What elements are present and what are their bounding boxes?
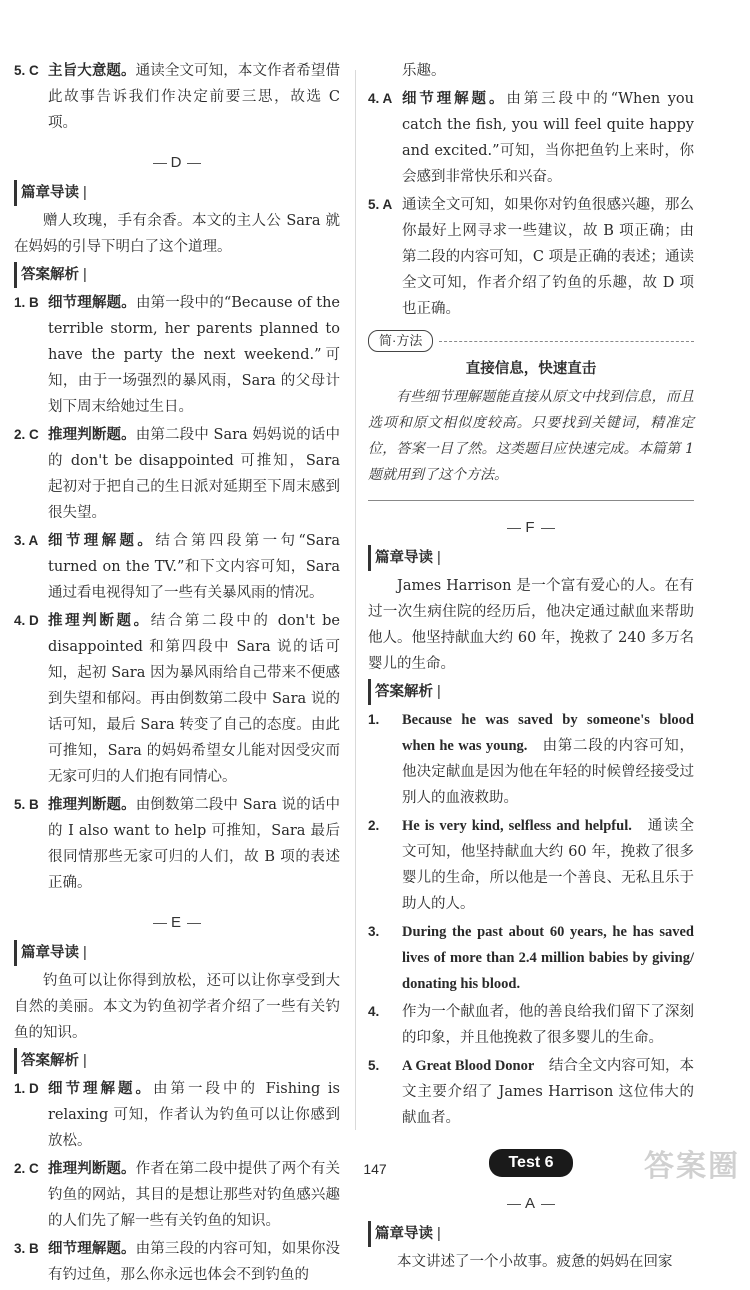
section-letter-text: A xyxy=(524,1195,537,1212)
answer-body xyxy=(48,1076,340,1154)
section-separator xyxy=(368,500,694,501)
answer-number: 2. C xyxy=(14,1161,39,1176)
intro-text: 钓鱼可以让你得到放松，还可以让你享受到大自然的美丽。本文为钓鱼初学者介绍了一些有关钓鱼的知识。 xyxy=(14,973,340,1041)
answer-body xyxy=(402,813,694,917)
section-letter-text: E xyxy=(170,914,183,931)
answer-item xyxy=(14,290,340,420)
section-label xyxy=(368,1221,694,1247)
answer-english: During the past about 60 years, he has saved lives of more than 2.4 million babies by giving/ donating his blood. xyxy=(402,924,694,992)
method-body: 有些细节理解题能直接从原文中找到信息，而且选项和原文相似度较高。只要找到关键词，精准定位，答案一目了然。这类题目应快速完成。本篇第 1 题就用到了这个方法。 xyxy=(368,389,694,483)
intro-text: 赠人玫瑰，手有余香。本文的主人公 Sara 就在妈妈的引导下明白了这个道理。 xyxy=(14,213,340,255)
label-bar: | xyxy=(79,1053,87,1069)
answer-explanation: 结合第二段中的 don't be disappointed 和第四段中 Sara 说的话可知，起初 Sara 因为暴风雨给自己带来不便感到失望和郁闷。再由倒数第二段中 Sara 说的话可知，最后 Sara 转变了自己的态度。由此可推知，Sara 的妈妈希望女儿能对因受灾而无家可归的人们抱有同情心。 xyxy=(48,613,340,785)
answer-body xyxy=(402,707,694,811)
answer-item xyxy=(368,86,694,190)
answer-item xyxy=(368,919,694,997)
answer-body xyxy=(48,290,340,420)
answer-number: 4. xyxy=(368,1004,380,1019)
section-letter xyxy=(368,1191,694,1217)
answer-explanation: 通读全文可知，本文作者希望借此故事告诉我们作决定前要三思，故选 C 项。 xyxy=(48,63,341,131)
answer-explanation: 作者在第二段中提供了两个有关钓鱼的网站，其目的是想让那些对钓鱼感兴趣的人们先了解一些有关钓鱼的知识。 xyxy=(48,1161,341,1229)
method-title: 直接信息，快速直击 xyxy=(465,361,597,377)
section-label-text: 篇章导读 xyxy=(21,945,79,961)
dash-left xyxy=(507,1204,521,1205)
method-dashed-line xyxy=(439,341,694,342)
section-label-text: 答案解析 xyxy=(21,1053,79,1069)
left-column xyxy=(14,58,340,1290)
section-label-text: 篇章导读 xyxy=(21,185,79,201)
answer-explanation: 由第三段的内容可知，如果你没有钓过鱼，那么你永远也体会不到钓鱼的 xyxy=(48,1241,341,1283)
answer-explanation: 结合全文内容可知，本文主要介绍了 James Harrison 这位伟大的献血者。 xyxy=(402,1058,695,1126)
answer-number: 4. D xyxy=(14,613,39,628)
question-type: 细节理解题。 xyxy=(402,91,507,107)
answer-item xyxy=(14,608,340,790)
label-bar: | xyxy=(79,945,87,961)
dash-left xyxy=(153,923,167,924)
column-divider xyxy=(355,70,356,1130)
answer-number: 2. xyxy=(368,818,380,833)
question-type: 细节理解题。 xyxy=(48,533,156,549)
answer-explanation: 由第一段中的 Fishing is relaxing 可知，作者认为钓鱼可以让你感到放松。 xyxy=(48,1081,340,1149)
label-bar: | xyxy=(433,550,441,566)
watermark-logo: 答案圈 xyxy=(644,1150,740,1183)
answer-body xyxy=(402,86,694,190)
answer-explanation: 通读全文可知，他坚持献血大约 60 年，挽救了很多婴儿的生命，所以他是一个善良、无私且乐于助人的人。 xyxy=(402,818,695,912)
question-type: 推理判断题。 xyxy=(48,613,151,629)
answer-body xyxy=(48,58,340,136)
answer-explanation: 由第一段中的“Because of the terrible storm, her parents planned to have the party the next weekend.”可知，由于一场强烈的暴风雨，Sara 的父母计划下周末给她过生日。 xyxy=(48,295,341,415)
answer-item xyxy=(368,999,694,1051)
question-type: 推理判断题。 xyxy=(48,1161,136,1177)
section-label xyxy=(14,180,340,206)
answer-number: 1. xyxy=(368,712,380,727)
question-type: 推理判断题。 xyxy=(48,797,136,813)
answer-number: 2. C xyxy=(14,427,39,442)
answer-english: Because he was saved by someone's blood when he was young. xyxy=(402,712,694,754)
answer-number: 5. xyxy=(368,1058,380,1073)
answer-explanation: 由第三段中的“When you catch the fish, you will feel quite happy and excited.”可知，当你把鱼钓上来时，你会感到非常快乐和兴奋。 xyxy=(402,91,695,185)
section-letter xyxy=(14,150,340,176)
answer-number: 1. D xyxy=(14,1081,39,1096)
answer-number: 4. A xyxy=(368,91,393,106)
dash-right xyxy=(187,163,201,164)
section-letter xyxy=(368,515,694,541)
dash-right xyxy=(187,923,201,924)
intro-text: James Harrison 是一个富有爱心的人。在有过一次生病住院的经历后，他决定通过献血来帮助他人。他坚持献血大约 60 年，挽救了 240 多万名婴儿的生命。 xyxy=(368,578,694,672)
answer-number: 1. B xyxy=(14,295,39,310)
answer-body xyxy=(402,192,694,322)
right-column xyxy=(368,58,694,1277)
test-badge: Test 6 xyxy=(489,1149,573,1177)
answer-explanation: 结合第四段第一句“Sara turned on the TV.”和下文内容可知，Sara 通过看电视得知了一些有关暴风雨的情况。 xyxy=(48,533,340,601)
question-type: 推理判断题。 xyxy=(48,427,136,443)
intro-text: 本文讲述了一个小故事。疲惫的妈妈在回家 xyxy=(397,1254,673,1270)
answer-number: 3. B xyxy=(14,1241,39,1256)
answer-english: He is very kind, selfless and helpful. xyxy=(402,818,632,834)
label-bar: | xyxy=(433,1226,441,1242)
answer-explanation: 由倒数第二段中 Sara 说的话中的 I also want to help 可推知，Sara 最后很同情那些无家可归的人们，故 B 项的表述正确。 xyxy=(48,797,341,891)
dash-right xyxy=(541,528,555,529)
answer-explanation: 作为一个献血者，他的善良给我们留下了深刻的印象，并且他挽救了很多婴儿的生命。 xyxy=(402,1004,694,1046)
answer-item xyxy=(368,192,694,322)
continued-text: 乐趣。 xyxy=(402,63,446,79)
answer-number: 5. B xyxy=(14,797,39,812)
label-bar: | xyxy=(79,185,87,201)
section-letter-text: F xyxy=(525,519,537,536)
answer-body xyxy=(402,999,694,1051)
answer-explanation: 通读全文可知，如果你对钓鱼很感兴趣，那么你最好上网寻求一些建议，故 B 项正确；由第二段的内容可知，C 项是正确的表述；通读全文可知，作者介绍了钓鱼的乐趣，故 D 项也正确。 xyxy=(402,197,694,317)
label-bar: | xyxy=(79,267,87,283)
answer-english: A Great Blood Donor xyxy=(402,1058,535,1074)
answer-number: 5. C xyxy=(14,63,39,78)
answer-body xyxy=(48,1236,340,1288)
question-type: 细节理解题。 xyxy=(48,1081,153,1097)
section-letter-text: D xyxy=(170,154,184,171)
dash-left xyxy=(507,528,521,529)
answer-explanation: 由第二段的内容可知，他决定献血是因为他在年轻的时候曾经接受过别人的血液救助。 xyxy=(402,738,694,806)
answer-body xyxy=(48,528,340,606)
answer-body xyxy=(48,792,340,896)
answer-number: 3. xyxy=(368,924,380,939)
answer-item xyxy=(368,813,694,917)
question-type: 主旨大意题。 xyxy=(48,63,136,79)
section-label-text: 答案解析 xyxy=(375,684,433,700)
answer-body xyxy=(402,1053,694,1131)
dash-left xyxy=(153,163,167,164)
answer-item xyxy=(14,792,340,896)
page-number: 147 xyxy=(363,1161,387,1177)
answer-item xyxy=(14,528,340,606)
answer-number: 3. A xyxy=(14,533,39,548)
section-label xyxy=(14,940,340,966)
section-letter xyxy=(14,910,340,936)
section-label-text: 篇章导读 xyxy=(375,1226,433,1242)
section-label-text: 篇章导读 xyxy=(375,550,433,566)
answer-item xyxy=(14,1076,340,1154)
answer-body xyxy=(48,422,340,526)
question-type: 细节理解题。 xyxy=(48,1241,136,1257)
answer-body xyxy=(48,608,340,790)
answer-item xyxy=(368,1053,694,1131)
answer-item xyxy=(368,707,694,811)
answer-item xyxy=(14,1236,340,1288)
answer-body xyxy=(402,919,694,997)
dash-right xyxy=(541,1204,555,1205)
method-header xyxy=(368,330,694,352)
method-tag: 简·方法 xyxy=(368,330,433,352)
section-label-text: 答案解析 xyxy=(21,267,79,283)
section-label xyxy=(14,262,340,288)
answer-number: 5. A xyxy=(368,197,393,212)
answer-item xyxy=(14,58,340,136)
answer-explanation: 由第二段中 Sara 妈妈说的话中的 don't be disappointed 可推知，Sara 起初对于把自己的生日派对延期至下周末感到很失望。 xyxy=(48,427,341,521)
section-label xyxy=(368,545,694,571)
section-label xyxy=(368,679,694,705)
answer-item xyxy=(14,422,340,526)
question-type: 细节理解题。 xyxy=(48,295,136,311)
section-label xyxy=(14,1048,340,1074)
label-bar: | xyxy=(433,684,441,700)
